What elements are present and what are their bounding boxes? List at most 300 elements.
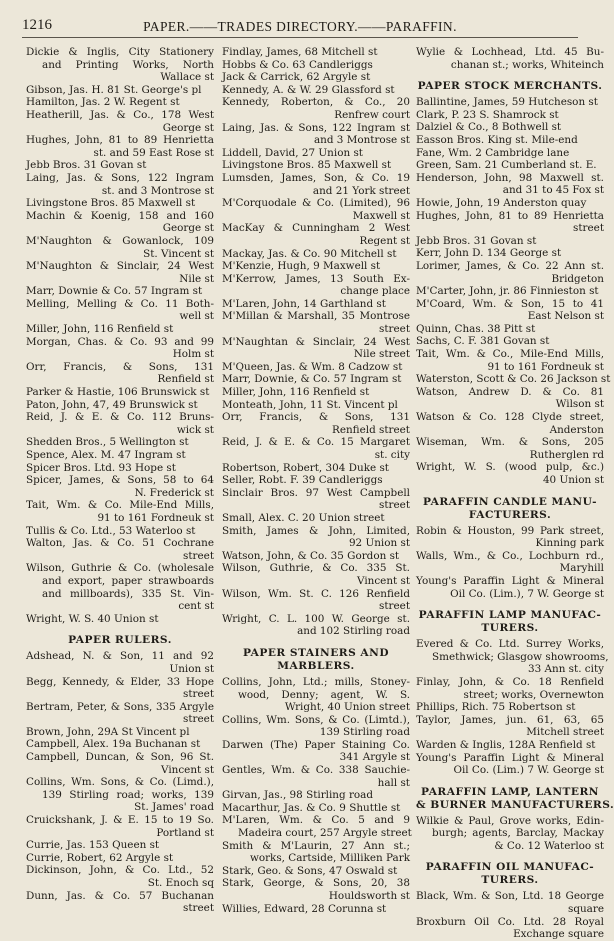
- entry-line: Oil Co. (Lim.) 7 W. George st: [453, 764, 604, 777]
- entry-line: Melling, Melling & Co. 11 Both-: [26, 297, 214, 310]
- entry-line: Laing, Jas. & Sons, 122 Ingram: [26, 171, 214, 184]
- directory-entry: [222, 474, 410, 487]
- directory-entry: [222, 739, 410, 764]
- directory-entry: [222, 550, 410, 563]
- directory-entry: [416, 348, 604, 373]
- directory-entry: [416, 411, 604, 436]
- entry-line: street: [183, 688, 214, 701]
- directory-entry: [416, 386, 604, 411]
- entry-line: Stark, Geo. & Sons, 47 Oswald st: [222, 864, 398, 877]
- entry-line: Hughes, John, 81 to 89 Henrietta: [416, 209, 604, 222]
- entry-line: Laing, Jas. & Sons, 122 Ingram st: [222, 121, 410, 134]
- entry-line: Dunn, Jas. & Co. 57 Buchanan: [26, 889, 214, 902]
- entry-line: Kerr, John D. 134 George st: [416, 247, 562, 260]
- entry-line: Mitchell street: [526, 726, 604, 739]
- section-heading-line: PAPER RULERS.: [68, 634, 172, 647]
- entry-line: Spicer, James, & Sons, 58 to 64: [26, 474, 214, 487]
- entry-line: Vincent st: [161, 763, 214, 776]
- entry-line: Orr, Francis, & Sons, 131: [26, 360, 214, 373]
- entry-line: Wright, W. S. (wood pulp, &c.): [416, 461, 604, 474]
- directory-entry: [222, 386, 410, 399]
- directory-entry: [222, 865, 410, 878]
- entry-line: well st: [179, 310, 214, 323]
- directory-entry: [416, 247, 604, 260]
- section-heading: [26, 634, 214, 647]
- directory-entry: [416, 335, 604, 348]
- directory-entry: [26, 462, 214, 475]
- entry-line: street: [573, 222, 604, 235]
- directory-entry: [26, 172, 214, 197]
- directory-entry: [26, 839, 214, 852]
- entry-line: street: [379, 499, 410, 512]
- entry-line: street: [379, 600, 410, 613]
- entry-line: st. and 59 East Rose st: [93, 146, 214, 159]
- entry-line: street: [183, 713, 214, 726]
- entry-line: Kennedy, Roberton, & Co., 20: [222, 96, 410, 109]
- directory-entry: [222, 361, 410, 374]
- directory-entry: [416, 96, 604, 109]
- entry-line: Darwen (The) Paper Staining Co.: [222, 738, 410, 751]
- entry-line: 33 Ann st. city: [527, 663, 604, 676]
- entry-line: Maryhill: [559, 562, 604, 575]
- directory-entry: [416, 147, 604, 160]
- entry-line: Collins, John, Ltd.; mills, Stoney-: [222, 675, 410, 688]
- entry-line: 91 to 161 Fordneuk st: [487, 360, 604, 373]
- directory-entry: [222, 248, 410, 261]
- entry-line: Currie, Jas. 153 Queen st: [26, 839, 160, 852]
- entry-line: Nile street: [353, 348, 410, 361]
- entry-line: Machin & Koenig, 158 and 160: [26, 209, 214, 222]
- directory-entry: [222, 525, 410, 550]
- entry-line: chanan st.; works, Whiteinch: [450, 58, 604, 71]
- section-heading-line: TURERS.: [481, 874, 539, 887]
- directory-entry: [222, 147, 410, 160]
- directory-entry: [222, 789, 410, 802]
- directory-entry: [222, 588, 410, 613]
- entry-line: Small, Alex. C. 20 Union street: [222, 511, 385, 524]
- directory-entry: [222, 298, 410, 311]
- entry-line: Liddell, David, 27 Union st: [222, 146, 363, 159]
- entry-line: Smith & M'Laurin, 27 Ann st.;: [222, 839, 410, 852]
- entry-line: Watson & Co. 128 Clyde street,: [416, 411, 604, 424]
- entry-line: Gentles, Wm. & Co. 338 Sauchie-: [222, 764, 410, 777]
- entry-line: Walton, Jas. & Co. 51 Cochrane: [26, 537, 214, 550]
- directory-entry: [222, 122, 410, 147]
- entry-line: George st: [162, 121, 214, 134]
- entry-line: M'Naughton & Gowanlock, 109: [26, 234, 214, 247]
- directory-entry: [26, 298, 214, 323]
- entry-line: Rutherglen rd: [529, 448, 604, 461]
- entry-line: st. city: [374, 449, 410, 461]
- entry-line: Clark, P. 23 S. Shamrock st: [416, 108, 559, 121]
- directory-entry: [416, 285, 604, 298]
- entry-line: and export, paper strawboards: [42, 574, 214, 587]
- directory-entry: [222, 714, 410, 739]
- entry-line: Holm st: [172, 348, 214, 361]
- entry-line: St. Enoch sq: [147, 877, 214, 889]
- directory-entry: [26, 726, 214, 739]
- directory-entry: [222, 676, 410, 714]
- directory-entry: [222, 197, 410, 222]
- entry-line: Heatherill, Jas. & Co., 178 West: [26, 108, 214, 121]
- entry-line: Adshead, N. & Son, 11 and 92: [26, 650, 214, 663]
- entry-line: Hobbs & Co. 63 Candleriggs: [222, 58, 373, 71]
- entry-line: 91 to 161 Fordneuk st: [97, 511, 214, 524]
- directory-entry: [416, 298, 604, 323]
- entry-line: 341 Argyle st: [339, 751, 410, 764]
- directory-entry: [416, 739, 604, 752]
- directory-entry: [26, 235, 214, 260]
- entry-line: Miller, John, 116 Renfield st: [26, 323, 174, 336]
- entry-line: M'Laren, John, 14 Garthland st: [222, 297, 386, 310]
- directory-entry: [26, 386, 214, 399]
- section-heading-line: PARAFFIN LAMP MANUFAC-: [418, 609, 602, 622]
- directory-entry: [416, 676, 604, 701]
- entry-line: Jebb Bros. 31 Govan st: [416, 234, 537, 247]
- directory-entry: [222, 436, 410, 461]
- directory-entry: [416, 550, 604, 575]
- entry-line: Wright, W. S. 40 Union st: [26, 612, 159, 625]
- directory-entry: [222, 814, 410, 839]
- directory-entry: [222, 462, 410, 475]
- entry-line: Collins, Wm. Sons, & Co. (Limtd.),: [222, 713, 410, 726]
- directory-entry: [26, 285, 214, 298]
- directory-entry: [416, 172, 604, 197]
- entry-line: Union st: [169, 662, 214, 675]
- directory-entry: [26, 436, 214, 449]
- entry-line: Campbell, Duncan, & Son, 96 St.: [26, 751, 214, 764]
- entry-line: wood, Denny; agent, W. S.: [238, 688, 410, 701]
- entry-line: Wilson, Guthrie & Co. (wholesale: [26, 562, 214, 575]
- section-heading-line: TURERS.: [481, 622, 539, 635]
- entry-line: Wright, 40 Union street: [284, 701, 410, 714]
- directory-entry: [416, 638, 609, 676]
- directory-entry: [222, 613, 410, 638]
- entry-line: Campbell, Alex. 19a Buchanan st: [26, 738, 201, 751]
- directory-entry: [222, 336, 410, 361]
- directory-entry: [26, 499, 214, 524]
- directory-entry: [26, 676, 214, 701]
- entry-line: Finlay, John, & Co. 18 Renfield: [416, 675, 604, 688]
- entry-line: Stark, George, & Sons, 20, 38: [222, 877, 410, 890]
- entry-line: Begg, Kennedy, & Elder, 33 Hope: [26, 675, 214, 688]
- entry-line: Renfield st: [157, 373, 214, 386]
- directory-entry: [26, 650, 214, 675]
- directory-entry: [26, 814, 214, 839]
- section-heading-line: PARAFFIN OIL MANUFAC-: [425, 861, 595, 874]
- directory-entry: [416, 916, 604, 941]
- entry-line: Miller, John, 116 Renfield st: [222, 386, 370, 399]
- directory-entry: [416, 815, 604, 853]
- directory-entry: [222, 159, 410, 172]
- entry-line: Tait, Wm. & Co. Mile-End Mills,: [26, 499, 214, 512]
- directory-entry: [26, 336, 214, 361]
- entry-line: Watson, Andrew D. & Co. 81: [416, 385, 604, 398]
- entry-line: Smethwick; Glasgow showrooms,: [432, 650, 609, 663]
- entry-line: street; works, Overnewton: [463, 688, 604, 701]
- entry-line: square: [568, 903, 604, 916]
- entry-line: St. Vincent st: [143, 247, 214, 260]
- entry-line: works, Cartside, Milliken Park: [249, 852, 410, 865]
- entry-line: M'Queen, Jas. & Wm. 8 Cadzow st: [222, 360, 403, 373]
- entry-line: Wallace st: [160, 71, 214, 84]
- entry-line: 139 Stirling road; works, 139: [42, 788, 214, 801]
- entry-line: Jack & Carrick, 62 Argyle st: [222, 71, 371, 84]
- entry-line: Howie, John, 19 Anderston quay: [416, 196, 587, 209]
- entry-line: Houldsworth st: [328, 890, 410, 902]
- section-heading: [416, 496, 604, 522]
- entry-line: Renfield street: [332, 423, 410, 436]
- page-number: 1216: [22, 17, 52, 33]
- directory-entry: [26, 361, 214, 386]
- entry-line: 92 Union st: [348, 537, 410, 550]
- entry-line: Cruickshank, J. & E. 15 to 19 So.: [26, 814, 214, 827]
- entry-line: Dickie & Inglis, City Stationery: [26, 46, 214, 58]
- directory-entry: [416, 890, 604, 915]
- directory-entry: [222, 877, 410, 902]
- directory-entry: [222, 562, 410, 587]
- directory-entry: [26, 890, 214, 915]
- entry-line: & Co. 12 Waterloo st: [494, 839, 604, 852]
- directory-entry: [222, 260, 410, 273]
- entry-line: M'Corquodale & Co. (Limited), 96: [222, 197, 410, 210]
- entry-line: Bridgeton: [551, 272, 604, 285]
- entry-line: Paton, John, 47, 49 Brunswick st: [26, 398, 198, 411]
- section-heading-line: & BURNER MANUFACTURERS.: [416, 798, 614, 811]
- section-heading-line: MARBLERS.: [277, 659, 355, 672]
- entry-line: Girvan, Jas., 98 Stirling road: [222, 789, 374, 802]
- entry-line: M'Carter, John, jr. 86 Finnieston st: [416, 285, 599, 298]
- directory-entry: [26, 84, 214, 97]
- entry-line: M'Naughtan & Sinclair, 24 West: [222, 335, 410, 348]
- entry-line: Spicer Bros. Ltd. 93 Hope st: [26, 461, 176, 474]
- directory-entry: [416, 373, 611, 386]
- entry-line: East Nelson st: [527, 310, 604, 323]
- entry-line: Findlay, James, 68 Mitchell st: [222, 46, 378, 58]
- entry-line: M'Coard, Wm. & Son, 15 to 41: [416, 297, 604, 310]
- entry-line: Watson, John, & Co. 35 Gordon st: [222, 549, 400, 562]
- directory-entry: [26, 751, 214, 776]
- section-heading-line: PAPER STOCK MERCHANTS.: [417, 80, 603, 93]
- entry-line: Smith, James & John, Limited,: [222, 524, 410, 537]
- entry-line: Tullis & Co. Ltd., 53 Waterloo st: [26, 524, 196, 537]
- entry-line: Green, Sam. 21 Cumberland st. E.: [416, 159, 597, 172]
- directory-entry: [222, 512, 410, 525]
- entry-line: Anderston: [549, 423, 604, 436]
- directory-entry: [416, 575, 604, 600]
- entry-line: Renfrew court: [334, 108, 410, 121]
- directory-entry: [26, 701, 214, 726]
- entry-line: Young's Paraffin Light & Mineral: [416, 751, 604, 764]
- entry-line: Mackay, Jas. & Co. 90 Mitchell st: [222, 247, 397, 260]
- entry-line: Vincent st: [357, 574, 410, 587]
- directory-entry: [222, 399, 410, 412]
- directory-entry: [26, 411, 214, 436]
- entry-line: and 102 Stirling road: [297, 625, 410, 638]
- entry-line: Evered & Co. Ltd. Surrey Works,: [416, 638, 604, 651]
- entry-line: wick st: [176, 423, 214, 436]
- directory-entry: [416, 159, 604, 172]
- entry-line: Collins, Wm. Sons, & Co. (Limd.),: [26, 776, 214, 789]
- directory-entry: [26, 46, 214, 84]
- section-heading: [416, 80, 604, 93]
- entry-line: M'Kerrow, James, 13 South Ex-: [222, 272, 410, 285]
- entry-line: Kinning park: [535, 537, 604, 550]
- entry-line: change place: [340, 285, 410, 298]
- entry-line: cent st: [178, 600, 214, 613]
- entry-line: Kennedy, A. & W. 29 Glassford st: [222, 83, 395, 96]
- entry-line: Portland st: [156, 826, 214, 839]
- entry-line: street: [183, 549, 214, 562]
- directory-entry: [416, 121, 604, 134]
- directory-entry: [222, 84, 410, 97]
- entry-line: Wiseman, Wm. & Sons, 205: [416, 436, 604, 449]
- directory-entry: [26, 474, 214, 499]
- directory-entry: [222, 310, 410, 335]
- entry-line: and 21 York street: [312, 184, 410, 197]
- entry-line: Macarthur, Jas. & Co. 9 Shuttle st: [222, 801, 401, 814]
- entry-line: Monteath, John, 11 St. Vincent pl: [222, 398, 398, 411]
- directory-entry: [26, 852, 214, 865]
- column-2: [222, 46, 410, 915]
- entry-line: Lumsden, James, Son, & Co. 19: [222, 171, 410, 184]
- entry-line: Wylie & Lochhead, Ltd. 45 Bu-: [416, 46, 604, 58]
- entry-line: Warden & Inglis, 128A Renfield st: [416, 738, 596, 751]
- section-heading-line: PARAFFIN LAMP, LANTERN: [421, 785, 599, 798]
- entry-line: Jebb Bros. 31 Govan st: [26, 159, 147, 172]
- entry-line: Nile st: [179, 272, 214, 285]
- entry-line: Wilkie & Paul, Grove works, Edin-: [416, 814, 604, 827]
- entry-line: Marr, Downie & Co. 57 Ingram st: [26, 285, 203, 298]
- entry-line: Wilson, Wm. St. C. 126 Renfield: [222, 587, 410, 600]
- entry-line: Robin & Houston, 99 Park street,: [416, 524, 604, 537]
- directory-entry: [222, 373, 410, 386]
- directory-entry: [26, 96, 214, 109]
- entry-line: M'Millan & Marshall, 35 Montrose: [222, 310, 410, 323]
- entry-line: Fane, Wm. 2 Cambridge lane: [416, 146, 570, 159]
- directory-entry: [26, 109, 214, 134]
- entry-line: Oil Co. (Lim.), 7 W. George st: [450, 587, 604, 600]
- entry-line: Hughes, John, 81 to 89 Henrietta: [26, 134, 214, 147]
- entry-line: Currie, Robert, 62 Argyle st: [26, 851, 174, 864]
- entry-line: Morgan, Chas. & Co. 93 and 99: [26, 335, 214, 348]
- directory-entry: [416, 701, 604, 714]
- entry-line: Easson Bros. King st. Mile-end: [416, 133, 578, 146]
- directory-entry: [222, 273, 410, 298]
- entry-line: Bertram, Peter, & Sons, 335 Argyle: [26, 700, 214, 713]
- column-1: [26, 46, 214, 915]
- directory-entry: [26, 864, 214, 889]
- directory-entry: [222, 411, 410, 436]
- entry-line: Spence, Alex. M. 47 Ingram st: [26, 449, 186, 461]
- entry-line: Sachs, C. F. 381 Govan st: [416, 335, 550, 348]
- entry-line: Livingstone Bros. 85 Maxwell st: [222, 159, 392, 172]
- directory-entry: [416, 235, 604, 248]
- entry-line: Walls, Wm., & Co., Lochburn rd.,: [416, 549, 604, 562]
- entry-line: and Printing Works, North: [42, 58, 214, 71]
- entry-line: 139 Stirling road: [319, 726, 410, 739]
- entry-line: Seller, Robt. F. 39 Candleriggs: [222, 474, 383, 487]
- directory-entry: [26, 159, 214, 172]
- entry-line: Wilson st: [555, 398, 604, 411]
- directory-entry: [222, 840, 410, 865]
- directory-entry: [416, 752, 604, 777]
- entry-line: Reid, J. & E. & Co. 15 Margaret: [222, 436, 410, 449]
- entry-line: Reid, J. & E. & Co. 112 Bruns-: [26, 411, 214, 424]
- entry-line: Waterston, Scott & Co. 26 Jackson st: [416, 373, 611, 386]
- entry-line: Dalziel & Co., 8 Bothwell st: [416, 121, 562, 134]
- directory-entry: [26, 776, 214, 814]
- directory-entry: [416, 436, 604, 461]
- section-heading-line: PARAFFIN CANDLE MANU-: [422, 495, 598, 508]
- column-3: [416, 46, 614, 941]
- entry-line: Young's Paraffin Light & Mineral: [416, 574, 604, 587]
- directory-entry: [416, 134, 604, 147]
- directory-entry: [416, 525, 604, 550]
- entry-line: Wright, C. L. 100 W. George st.: [222, 612, 410, 625]
- directory-entry: [26, 323, 214, 336]
- entry-line: Orr, Francis, & Sons, 131: [222, 411, 410, 424]
- entry-line: and 31 to 45 Fox st: [502, 184, 604, 197]
- section-heading: [416, 861, 604, 887]
- directory-entry: [222, 222, 410, 247]
- entry-line: Maxwell st: [352, 209, 410, 222]
- directory-entry: [416, 109, 604, 122]
- entry-line: Brown, John, 29A St Vincent pl: [26, 725, 190, 738]
- section-heading-line: PAPER STAINERS AND: [242, 646, 390, 659]
- entry-line: Exchange square: [513, 928, 604, 941]
- entry-line: and millboards), 335 St. Vin-: [42, 587, 214, 600]
- entry-line: Taylor, James, jun. 61, 63, 65: [416, 713, 604, 726]
- directory-entry: [26, 613, 214, 626]
- entry-line: Shedden Bros., 5 Wellington st: [26, 436, 189, 449]
- entry-line: Willies, Edward, 28 Corunna st: [222, 902, 387, 915]
- directory-entry: [26, 537, 214, 562]
- directory-entry: [26, 738, 214, 751]
- entry-line: Black, Wm. & Son, Ltd. 18 George: [416, 890, 604, 903]
- directory-entry: [26, 260, 214, 285]
- entry-line: Madeira court, 257 Argyle street: [238, 827, 412, 840]
- entry-line: Robertson, Robert, 304 Duke st: [222, 461, 389, 474]
- header-rule: [22, 37, 578, 38]
- directory-entry: [26, 449, 214, 462]
- directory-entry: [222, 802, 410, 815]
- entry-line: Tait, Wm. & Co., Mile-End Mills,: [416, 348, 604, 361]
- entry-line: Henderson, John, 98 Maxwell st.: [416, 171, 604, 184]
- entry-line: M'Naughton & Sinclair, 24 West: [26, 260, 214, 273]
- entry-line: Ballintine, James, 59 Hutcheson st: [416, 96, 598, 109]
- section-heading: [416, 609, 604, 635]
- entry-line: st. and 3 Montrose st: [101, 184, 214, 197]
- directory-entry: [222, 487, 410, 512]
- directory-entry: [416, 461, 604, 486]
- directory-entry: [26, 134, 214, 159]
- entry-line: Wilson, Guthrie, & Co. 335 St.: [222, 562, 410, 575]
- directory-entry: [416, 260, 604, 285]
- entry-line: Gibson, Jas. H. 81 St. George's pl: [26, 83, 202, 96]
- entry-line: burgh; agents, Barclay, Mackay: [432, 827, 604, 840]
- entry-line: George st: [162, 222, 214, 235]
- section-heading-line: FACTURERS.: [468, 508, 552, 521]
- entry-line: Regent st: [359, 234, 410, 247]
- entry-line: hall st: [377, 776, 410, 789]
- entry-line: Phillips, Rich. 75 Robertson st: [416, 701, 576, 714]
- directory-entry: [416, 714, 604, 739]
- directory-entry: [416, 210, 604, 235]
- entry-line: Hamilton, Jas. 2 W. Regent st: [26, 96, 180, 109]
- directory-entry: [26, 399, 214, 412]
- entry-line: M'Kenzie, Hugh, 9 Maxwell st: [222, 260, 381, 273]
